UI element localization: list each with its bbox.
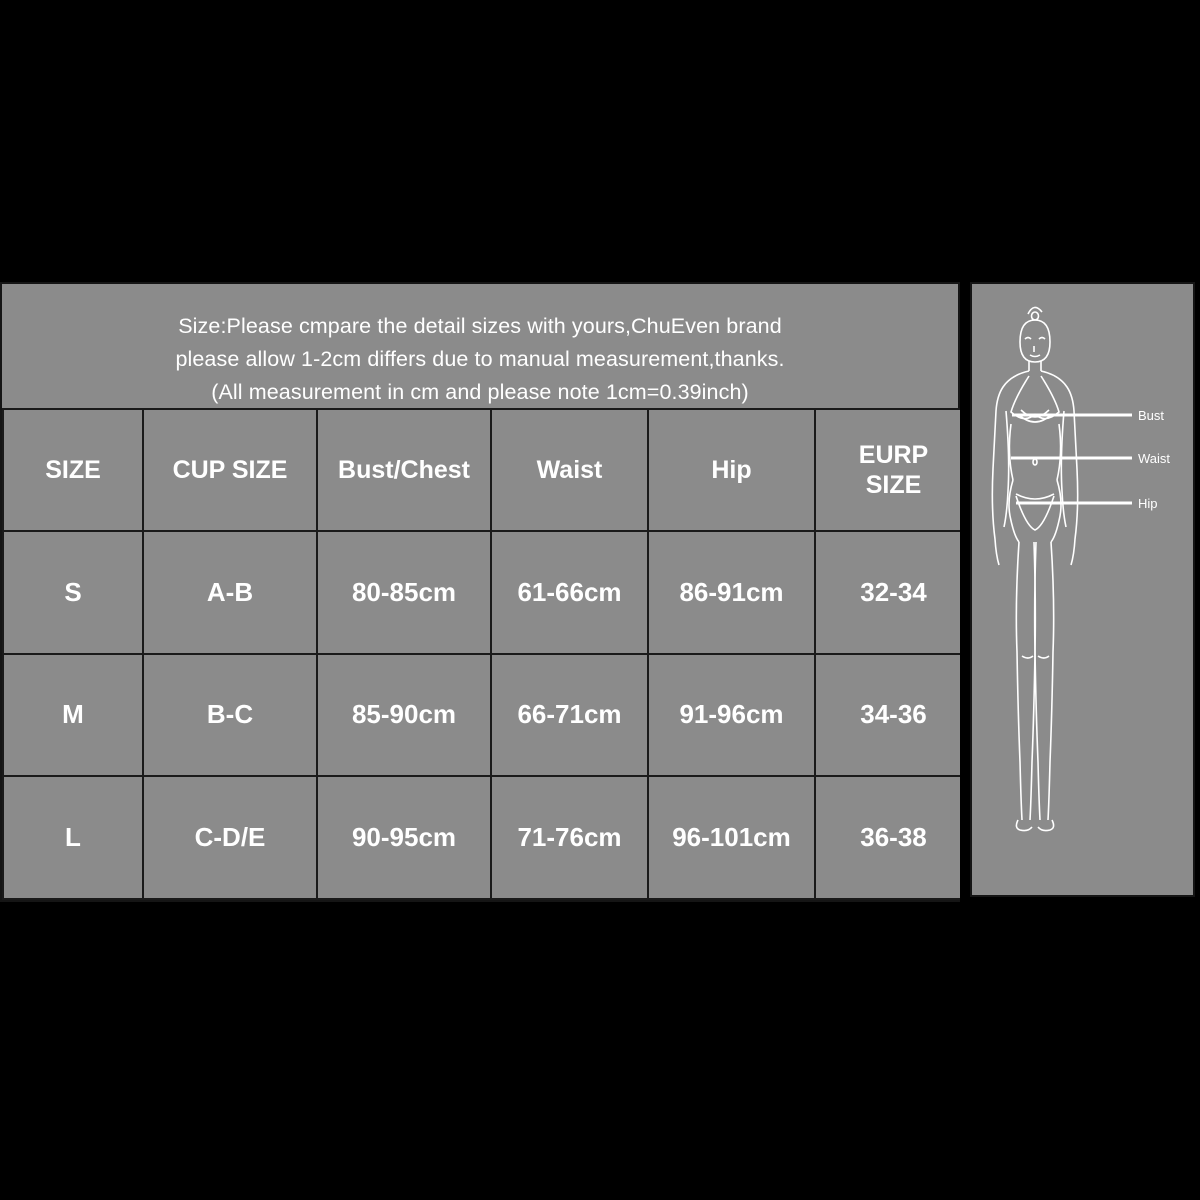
cell-size: M <box>3 654 143 777</box>
cell-size: S <box>3 531 143 654</box>
size-table <box>2 408 973 900</box>
figure-panel <box>960 282 1200 902</box>
cell-hip: 86-91cm <box>648 531 815 654</box>
female-body-figure-icon <box>972 284 1193 895</box>
cell-bust: 90-95cm <box>317 776 491 899</box>
table-header-row <box>3 409 972 531</box>
table-row <box>3 654 972 777</box>
cell-cup: C-D/E <box>143 776 317 899</box>
cell-size: L <box>3 776 143 899</box>
measurement-diagram <box>970 282 1195 897</box>
measurement-note <box>2 284 958 408</box>
table-row <box>3 531 972 654</box>
cell-waist: 71-76cm <box>491 776 648 899</box>
header-eur-size <box>815 409 972 531</box>
size-chart-band <box>0 282 1200 902</box>
cell-bust: 80-85cm <box>317 531 491 654</box>
header-hip: Hip <box>648 409 815 531</box>
header-eur-line-1: EURP <box>858 441 929 469</box>
cell-cup: A-B <box>143 531 317 654</box>
note-line-1: Size:Please cmpare the detail sizes with yours,ChuEven brand <box>178 314 782 338</box>
cell-cup: B-C <box>143 654 317 777</box>
size-table-panel <box>0 282 960 902</box>
note-line-3: (All measurement in cm and please note 1cm=0.39inch) <box>211 380 749 404</box>
size-table-header <box>3 409 972 531</box>
cell-eur: 32-34 <box>815 531 972 654</box>
cell-hip: 96-101cm <box>648 776 815 899</box>
cell-hip: 91-96cm <box>648 654 815 777</box>
cell-waist: 66-71cm <box>491 654 648 777</box>
cell-waist: 61-66cm <box>491 531 648 654</box>
header-eur-line-2: SIZE <box>865 471 922 499</box>
header-waist: Waist <box>491 409 648 531</box>
label-waist: Waist <box>1138 451 1171 466</box>
cell-eur: 34-36 <box>815 654 972 777</box>
cell-bust: 85-90cm <box>317 654 491 777</box>
table-row <box>3 776 972 899</box>
header-cup-size: CUP SIZE <box>143 409 317 531</box>
label-bust: Bust <box>1138 408 1165 423</box>
header-size: SIZE <box>3 409 143 531</box>
header-bust-chest: Bust/Chest <box>317 409 491 531</box>
label-hip: Hip <box>1138 496 1158 511</box>
note-line-2: please allow 1-2cm differs due to manual measurement,thanks. <box>175 347 785 371</box>
size-table-body <box>3 531 972 899</box>
cell-eur: 36-38 <box>815 776 972 899</box>
